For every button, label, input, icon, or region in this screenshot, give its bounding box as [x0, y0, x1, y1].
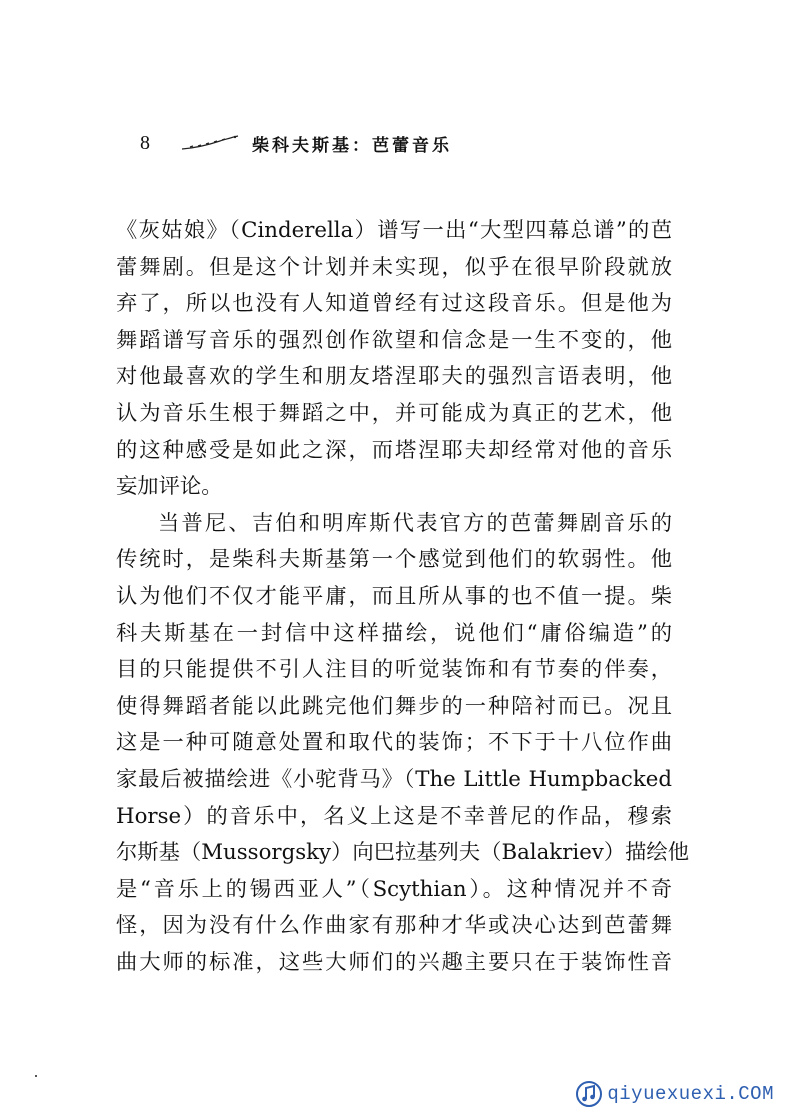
body-text — [116, 213, 690, 981]
text-line: 的这种感受是如此之深，而塔涅耶夫却经常对他的音乐 — [116, 437, 672, 463]
text-line: 是“音乐上的锡西亚人”（Scythian）。这种情况并不奇 — [116, 876, 672, 902]
text-line: 妄加评论。 — [116, 474, 223, 500]
paragraph — [116, 506, 690, 982]
text-line: 家最后被描绘进《小驼背马》（The Little Humpbacked — [116, 766, 672, 792]
text-line: 《灰姑娘》（Cinderella）谱写一出“大型四幕总谱”的芭 — [116, 218, 672, 243]
running-header — [140, 128, 452, 158]
text-line: 舞蹈谱写音乐的强烈创作欲望和信念是一生不变的，他 — [116, 327, 672, 353]
text-line: 目的只能提供不引人注目的听觉装饰和有节奏的伴奏， — [116, 657, 672, 683]
running-title: 柴科夫斯基：芭蕾音乐 — [252, 135, 452, 156]
text-line: 认为他们不仅才能平庸，而且所从事的也不值一提。柴 — [116, 583, 672, 609]
text-line: 蕾舞剧。但是这个计划并未实现，似乎在很早阶段就放 — [116, 254, 672, 280]
text-line: 认为音乐生根于舞蹈之中，并可能成为真正的艺术，他 — [116, 400, 672, 426]
paragraph — [116, 213, 672, 506]
page-number: 8 — [140, 131, 150, 154]
text-line: 科夫斯基在一封信中这样描绘，说他们“庸俗编造”的 — [116, 620, 672, 646]
text-line: 尔斯基（Mussorgsky）向巴拉基列夫（Balakriev）描绘他 — [116, 840, 690, 866]
text-line: 当普尼、吉伯和明库斯代表官方的芭蕾舞剧音乐的 — [158, 510, 672, 536]
text-line: Horse）的音乐中，名义上这是不幸普尼的作品，穆索 — [116, 803, 672, 829]
site-watermark — [575, 1080, 774, 1108]
text-line: 使得舞蹈者能以此跳完他们舞步的一种陪衬而已。况且 — [116, 693, 672, 719]
flourish-ornament-icon — [180, 135, 240, 151]
text-line: 弃了，所以也没有人知道曾经有过这段音乐。但是他为 — [116, 291, 672, 317]
watermark-text: qiyuexuexi.COM — [607, 1083, 774, 1105]
text-line: 这是一种可随意处置和取代的装饰；不下于十八位作曲 — [116, 730, 672, 756]
text-line: 传统时，是柴科夫斯基第一个感觉到他们的软弱性。他 — [116, 547, 672, 573]
text-line: 曲大师的标准，这些大师们的兴趣主要只在于装饰性音 — [116, 949, 672, 975]
music-note-logo-icon — [575, 1080, 603, 1108]
text-line: 对他最喜欢的学生和朋友塔涅耶夫的强烈言语表明，他 — [116, 364, 672, 390]
scan-speck — [35, 1075, 37, 1077]
text-line: 怪，因为没有什么作曲家有那种才华或决心达到芭蕾舞 — [116, 913, 672, 939]
